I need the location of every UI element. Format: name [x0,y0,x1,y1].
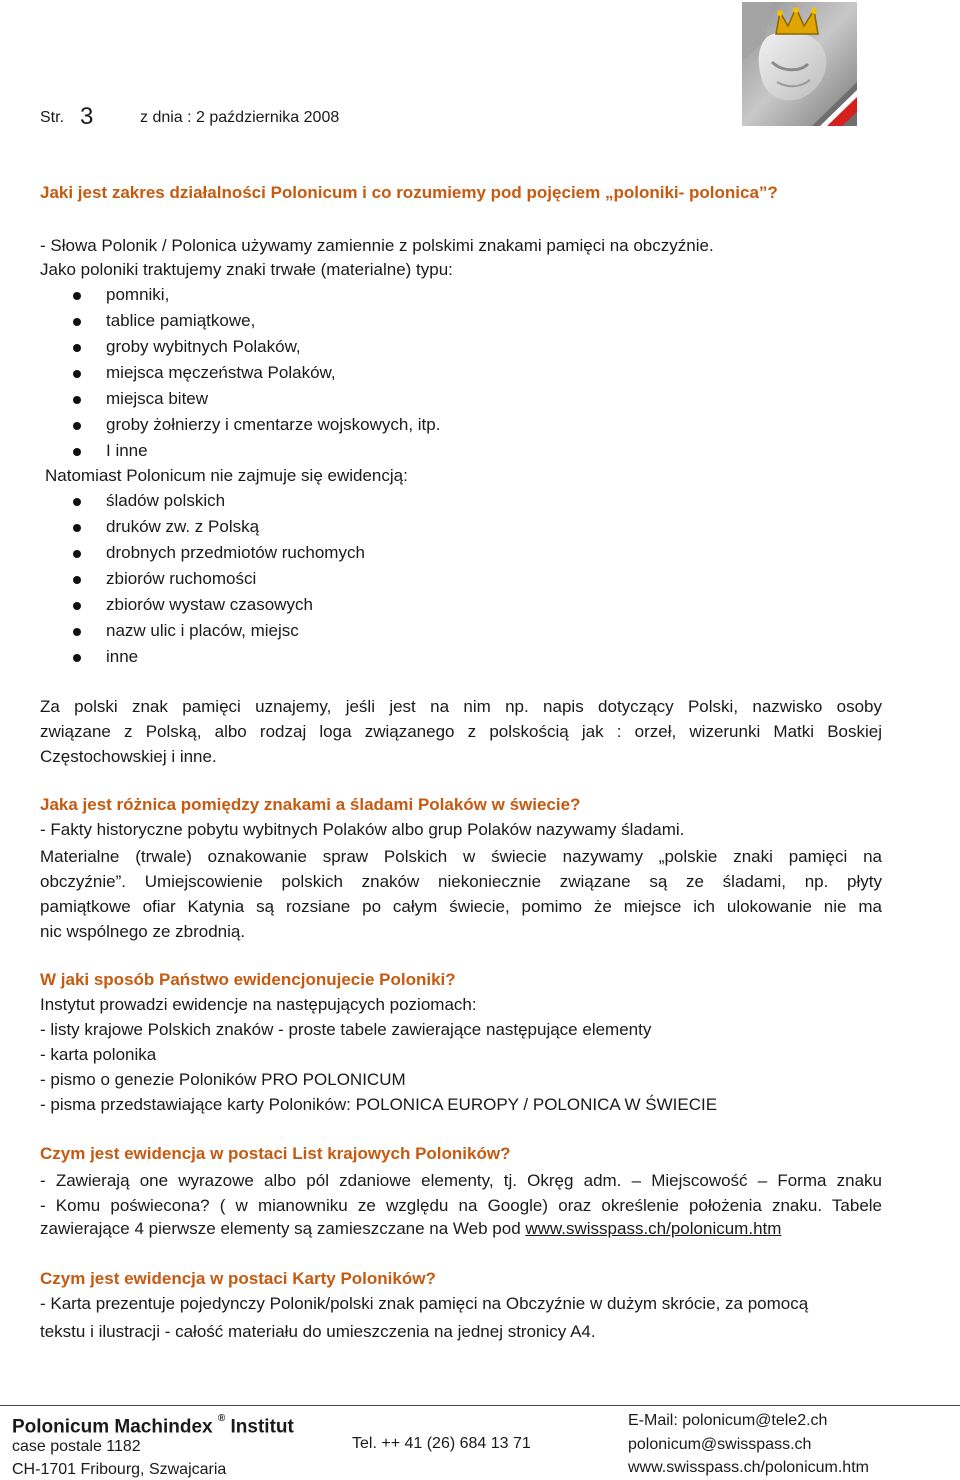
polonicum-web-link[interactable]: www.swisspass.ch/polonicum.htm [525,1219,782,1238]
bullet-list-poloniki [70,284,440,466]
paragraph-line: obczyźnie”. Umiejscowienie polskich znaków niekoniecznie związane są ze śladami, np. płyty [40,872,882,891]
str-label: Str. [40,109,65,126]
section3-heading: W jaki sposób Państwo ewidencjonujecie Poloniki? [40,970,456,989]
paragraph-line: Częstochowskiej i inne. [40,747,217,766]
list-item: miejsca męczeństwa Polaków, [70,362,440,388]
list-item: zbiorów ruchomości [70,568,365,594]
section5-heading: Czym jest ewidencja w postaci Karty Poloników? [40,1269,436,1288]
section1-line2: Jako poloniki traktujemy znaki trwałe (materialne) typu: [40,260,453,279]
list-item: groby wybitnych Polaków, [70,336,440,362]
list-item: inne [70,646,365,672]
paragraph-line: Za polski znak pamięci uznajemy, jeśli jest na nim np. napis dotyczący Polski, nazwisko osoby [40,697,882,716]
section3-line: - pismo o genezie Poloników PRO POLONICUM [40,1070,406,1089]
list-item: nazw ulic i placów, miejsc [70,620,365,646]
footer-address2: CH-1701 Fribourg, Szwajcaria [12,1461,227,1478]
section1-line3: Natomiast Polonicum nie zajmuje się ewidencją: [45,466,408,485]
paragraph-line: - Komu poświecona? ( w mianowniku ze względu na Google) oraz określenie położenia znaku. Tabele [40,1196,882,1215]
section4-last-line [40,1218,781,1240]
list-item: zbiorów wystaw czasowych [70,594,365,620]
list-item: tablice pamiątkowe, [70,310,440,336]
org-suffix: Institut [230,1416,294,1438]
registered-mark: ® [217,1413,226,1424]
page-number: 3 [80,103,94,130]
org-name: Polonicum Machindex [12,1416,213,1438]
section3-line: Instytut prowadzi ewidencje na następujących poziomach: [40,995,477,1014]
date-text: z dnia : 2 października 2008 [140,109,340,126]
list-item: druków zw. z Polską [70,516,365,542]
bullet-list-excluded [70,490,365,672]
section4-last-line-text: zawierające 4 pierwsze elementy są zamieszczane na Web pod [40,1219,526,1238]
list-item: miejsca bitew [70,388,440,414]
list-item: pomniki, [70,284,440,310]
list-item: śladów polskich [70,490,365,516]
footer-email2[interactable]: polonicum@swisspass.ch [628,1436,812,1453]
section1-line1: - Słowa Polonik / Polonica używamy zamiennie z polskimi znakami pamięci na obczyźnie. [40,236,714,255]
section3-line: - karta polonika [40,1045,157,1064]
section5-line2: tekstu i ilustracji - całość materiału do umieszczenia na jednej stronicy A4. [40,1322,596,1341]
footer-email1[interactable]: E-Mail: polonicum@tele2.ch [628,1412,828,1429]
list-item: drobnych przedmiotów ruchomych [70,542,365,568]
section1-heading: Jaki jest zakres działalności Polonicum i co rozumiemy pod pojęciem „poloniki- polonica”? [40,183,778,202]
footer-web[interactable]: www.swisspass.ch/polonicum.htm [628,1459,869,1476]
paragraph-line: nic wspólnego ze zbrodnią. [40,922,246,941]
section5-line1: - Karta prezentuje pojedynczy Polonik/polski znak pamięci na Obczyźnie w dużym skrócie, za pomocą [40,1294,809,1313]
paragraph-line: - Zawierają one wyrazowe albo pól zdaniowe elementy, tj. Okręg adm. – Miejscowość – Forma znaku [40,1171,882,1190]
list-item: I inne [70,440,440,466]
section4-heading: Czym jest ewidencja w postaci List krajowych Poloników? [40,1144,511,1163]
paragraph-line: Materialne (trwale) oznakowanie spraw Polskich w świecie nazywamy „polskie znaki pamięci na [40,847,882,866]
footer-org-name [12,1411,294,1439]
footer-tel: Tel. ++ 41 (26) 684 13 71 [352,1435,531,1452]
footer-divider [0,1405,960,1406]
list-item: groby żołnierzy i cmentarze wojskowych, itp. [70,414,440,440]
footer-address1: case postale 1182 [12,1438,141,1455]
crowned-eagle-logo-icon [742,2,857,126]
section2-line1: - Fakty historyczne pobytu wybitnych Polaków albo grup Polaków nazywamy śladami. [40,820,685,839]
section3-line: - listy krajowe Polskich znaków - proste tabele zawierające następujące elementy [40,1020,652,1039]
paragraph-line: pamiątkowe ofiar Katynia są rozsiane po całym świecie, pomimo że miejsce ich ulokowanie nie ma [40,897,882,916]
section3-line: - pisma przedstawiające karty Poloników: POLONICA EUROPY / POLONICA W ŚWIECIE [40,1095,718,1114]
paragraph-line: związane z Polską, albo rodzaj loga związanego z polskością jak : orzeł, wizerunki Matki Boskiej [40,722,882,741]
section2-heading: Jaka jest różnica pomiędzy znakami a śladami Polaków w świecie? [40,795,581,814]
